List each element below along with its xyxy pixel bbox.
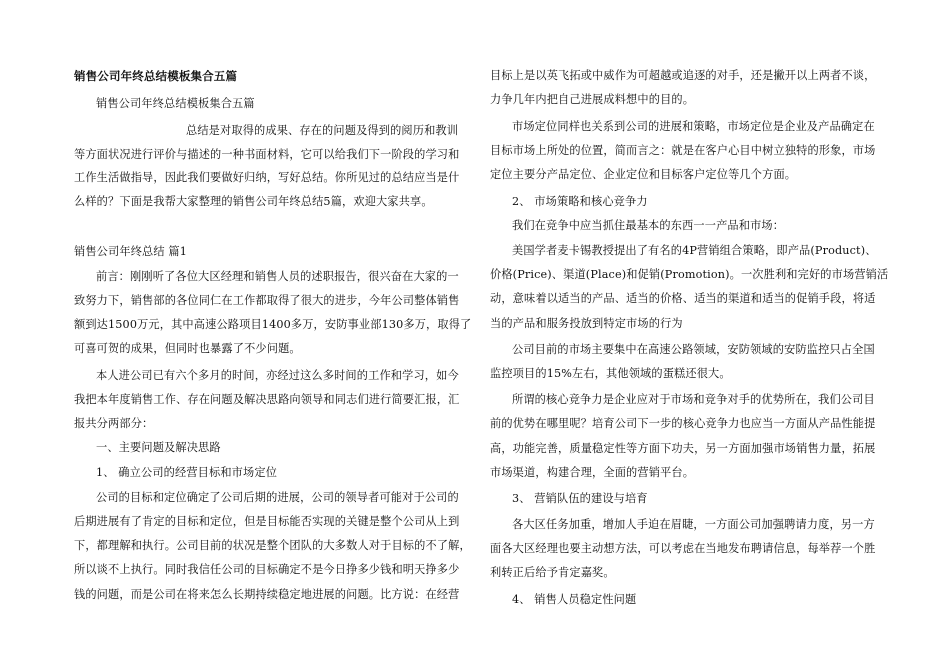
left-text-line: 销售公司年终总结 篇1: [74, 245, 188, 258]
left-text-line: 1、 确立公司的经营目标和市场定位: [96, 466, 278, 479]
left-text-line: 销售公司年终总结模板集合五篇: [96, 97, 255, 110]
left-text-line: 我把本年度销售工作、存在问题及解决思路向领导和同志们进行简要汇报，汇: [74, 393, 460, 406]
left-text-line: 么样的？下面是我帮大家整理的销售公司年终总结5篇，欢迎大家共享。: [74, 195, 433, 208]
right-text-line: 3、 营销队伍的建设与培育: [512, 492, 648, 505]
right-text-line: 价格(Price)、渠道(Place)和促销(Promotion)。一次胜利和完好的市场营销活: [490, 268, 889, 281]
left-text-line: 所以谈不上执行。同时我信任公司的目标确定不是今日挣多少钱和明天挣多少: [74, 563, 460, 576]
left-text-line: 可喜可贺的成果，但同时也暴露了不少问题。: [74, 342, 301, 355]
right-text-line: 4、 销售人员稳定性问题: [512, 593, 637, 606]
left-text-line: 致努力下，销售部的各位同仁在工作都取得了很大的进步，今年公司整体销售: [74, 294, 460, 307]
right-text-line: 当的产品和服务投放到特定市场的行为: [490, 317, 683, 330]
right-text-line: 各大区任务加重，增加人手迫在眉睫，一方面公司加强聘请力度，另一方: [512, 518, 875, 531]
right-text-line: 公司目前的市场主要集中在高速公路领域，安防领域的安防监控只占全国: [512, 343, 875, 356]
right-text-line: 市场定位同样也关系到公司的进展和策略，市场定位是企业及产品确定在: [512, 120, 875, 133]
right-text-line: 美国学者麦卡锡教授提出了有名的4P营销组合策略，即产品(Product)、: [512, 244, 877, 257]
left-text-line: 公司的目标和定位确定了公司后期的进展，公司的领导者可能对于公司的: [96, 491, 459, 504]
left-text-line: 报共分两部分：: [74, 417, 154, 430]
right-text-line: 2、 市场策略和核心竞争力: [512, 195, 648, 208]
left-text-line: 本人进公司已有六个多月的时间，亦经过这么多时间的工作和学习，如今: [96, 369, 459, 382]
right-text-line: 高，功能完善，质量稳定性等方面下功夫，另一方面加强市场销售力量，拓展: [490, 442, 876, 455]
right-text-line: 监控项目的15%左右，其他领域的蛋糕还很大。: [490, 367, 731, 380]
right-text-line: 动，意味着以适当的产品、适当的价格、适当的渠道和适当的促销手段，将适: [490, 292, 876, 305]
document-title: 销售公司年终总结模板集合五篇: [74, 69, 238, 83]
right-text-line: 利转正后给予肯定嘉奖。: [490, 566, 615, 579]
right-text-line: 面各大区经理也要主动想方法，可以考虑在当地发布聘请信息，每举荐一个胜: [490, 542, 876, 555]
right-text-line: 市场渠道，构建合理，全面的营销平台。: [490, 466, 695, 479]
left-text-line: 前言：刚刚听了各位大区经理和销售人员的述职报告，很兴奋在大家的一: [96, 270, 459, 283]
left-text-line: 额到达1500万元，其中高速公路项目1400多万，安防事业部130多万，取得了: [74, 318, 472, 331]
left-text-line: 钱的问题，而是公司在将来怎么长期持续稳定地进展的问题。比方说：在经营: [74, 588, 460, 601]
right-text-line: 目标上是以英飞拓或中威作为可超越或追逐的对手，还是撇开以上两者不谈，: [490, 69, 876, 82]
right-text-line: 前的优势在哪里呢？培育公司下一步的核心竞争力也应当一方面从产品性能提: [490, 417, 876, 430]
right-text-line: 力争几年内把自己进展成料想中的目的。: [490, 93, 695, 106]
right-text-line: 所谓的核心竞争力是企业应对于市场和竞争对手的优势所在，我们公司目: [512, 393, 875, 406]
right-text-line: 我们在竞争中应当抓住最基本的东西一一产品和市场：: [512, 219, 785, 232]
right-text-line: 定位主要分产品定位、企业定位和目标客户定位等几个方面。: [490, 168, 797, 181]
left-text-line: 下，都理解和执行。公司目前的状况是整个团队的大多数人对于目标的不了解，: [74, 539, 471, 552]
left-text-line: 工作生活做指导，因此我们要做好归纳，写好总结。你所见过的总结应当是什: [74, 171, 460, 184]
left-text-line: 等方面状况进行评价与描述的一种书面材料，它可以给我们下一阶段的学习和: [74, 148, 460, 161]
left-text-line: 后期进展有了肯定的目标和定位，但是目标能否实现的关键是整个公司从上到: [74, 515, 460, 528]
left-text-line: 总结是对取得的成果、存在的问题及得到的阅历和教训: [186, 124, 459, 137]
right-text-line: 目标市场上所处的位置，简而言之：就是在客户心目中树立独特的形象，市场: [490, 144, 876, 157]
left-text-line: 一、主要问题及解决思路: [96, 441, 221, 454]
